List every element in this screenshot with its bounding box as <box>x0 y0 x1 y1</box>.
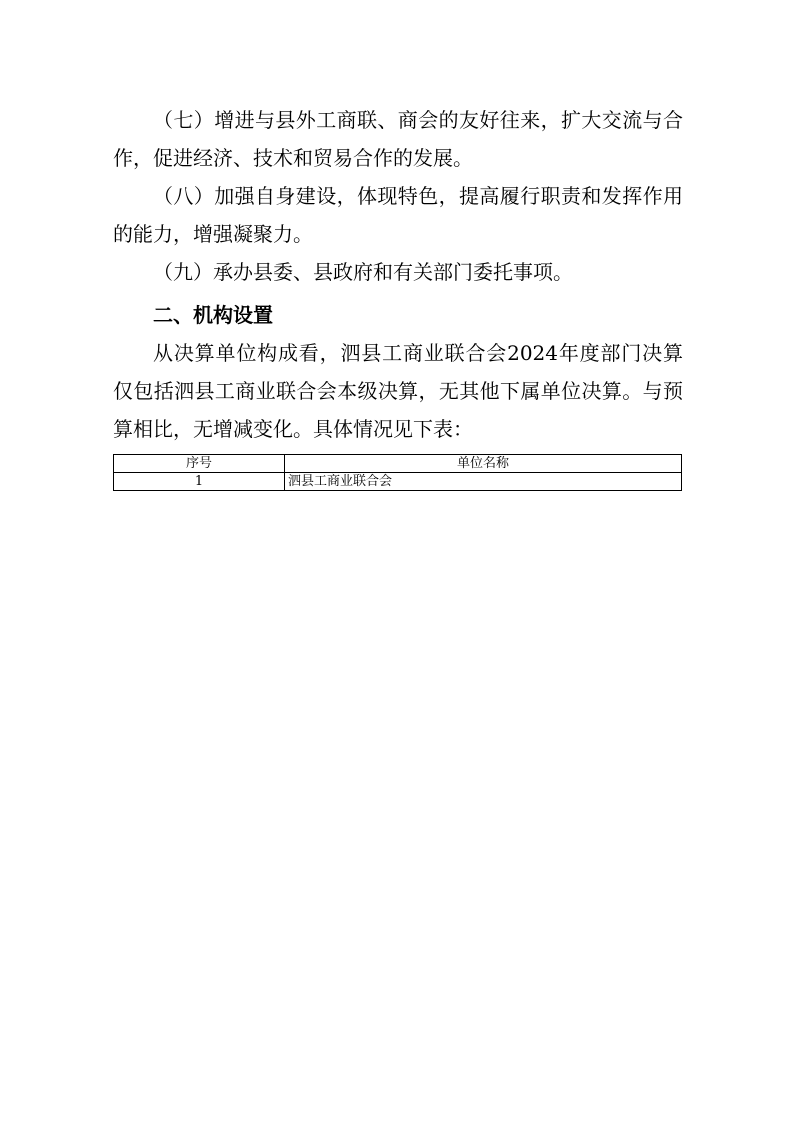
table-header-row <box>114 455 682 473</box>
table-cell-serial: 1 <box>114 473 285 491</box>
table-cell-unit-name: 泗县工商业联合会 <box>285 473 682 491</box>
paragraph-item-7: （七）增进与县外工商联、商会的友好往来，扩大交流与合作，促进经济、技术和贸易合作的发展。 <box>113 108 683 170</box>
column-header-serial: 序号 <box>114 455 285 473</box>
paragraph-item-8: （八）加强自身建设，体现特色，提高履行职责和发挥作用的能力，增强凝聚力。 <box>113 184 683 246</box>
column-header-unit-name: 单位名称 <box>285 455 682 473</box>
section-heading: 二、机构设置 <box>153 303 273 327</box>
paragraph-item-9: （九）承办县委、县政府和有关部门委托事项。 <box>153 260 573 284</box>
table-row <box>114 473 682 491</box>
unit-table <box>113 454 682 491</box>
section-body-paragraph: 从决算单位构成看，泗县工商业联合会2024年度部门决算仅包括泗县工商业联合会本级决算，无其他下属单位决算。与预算相比，无增减变化。具体情况见下表： <box>113 341 683 441</box>
